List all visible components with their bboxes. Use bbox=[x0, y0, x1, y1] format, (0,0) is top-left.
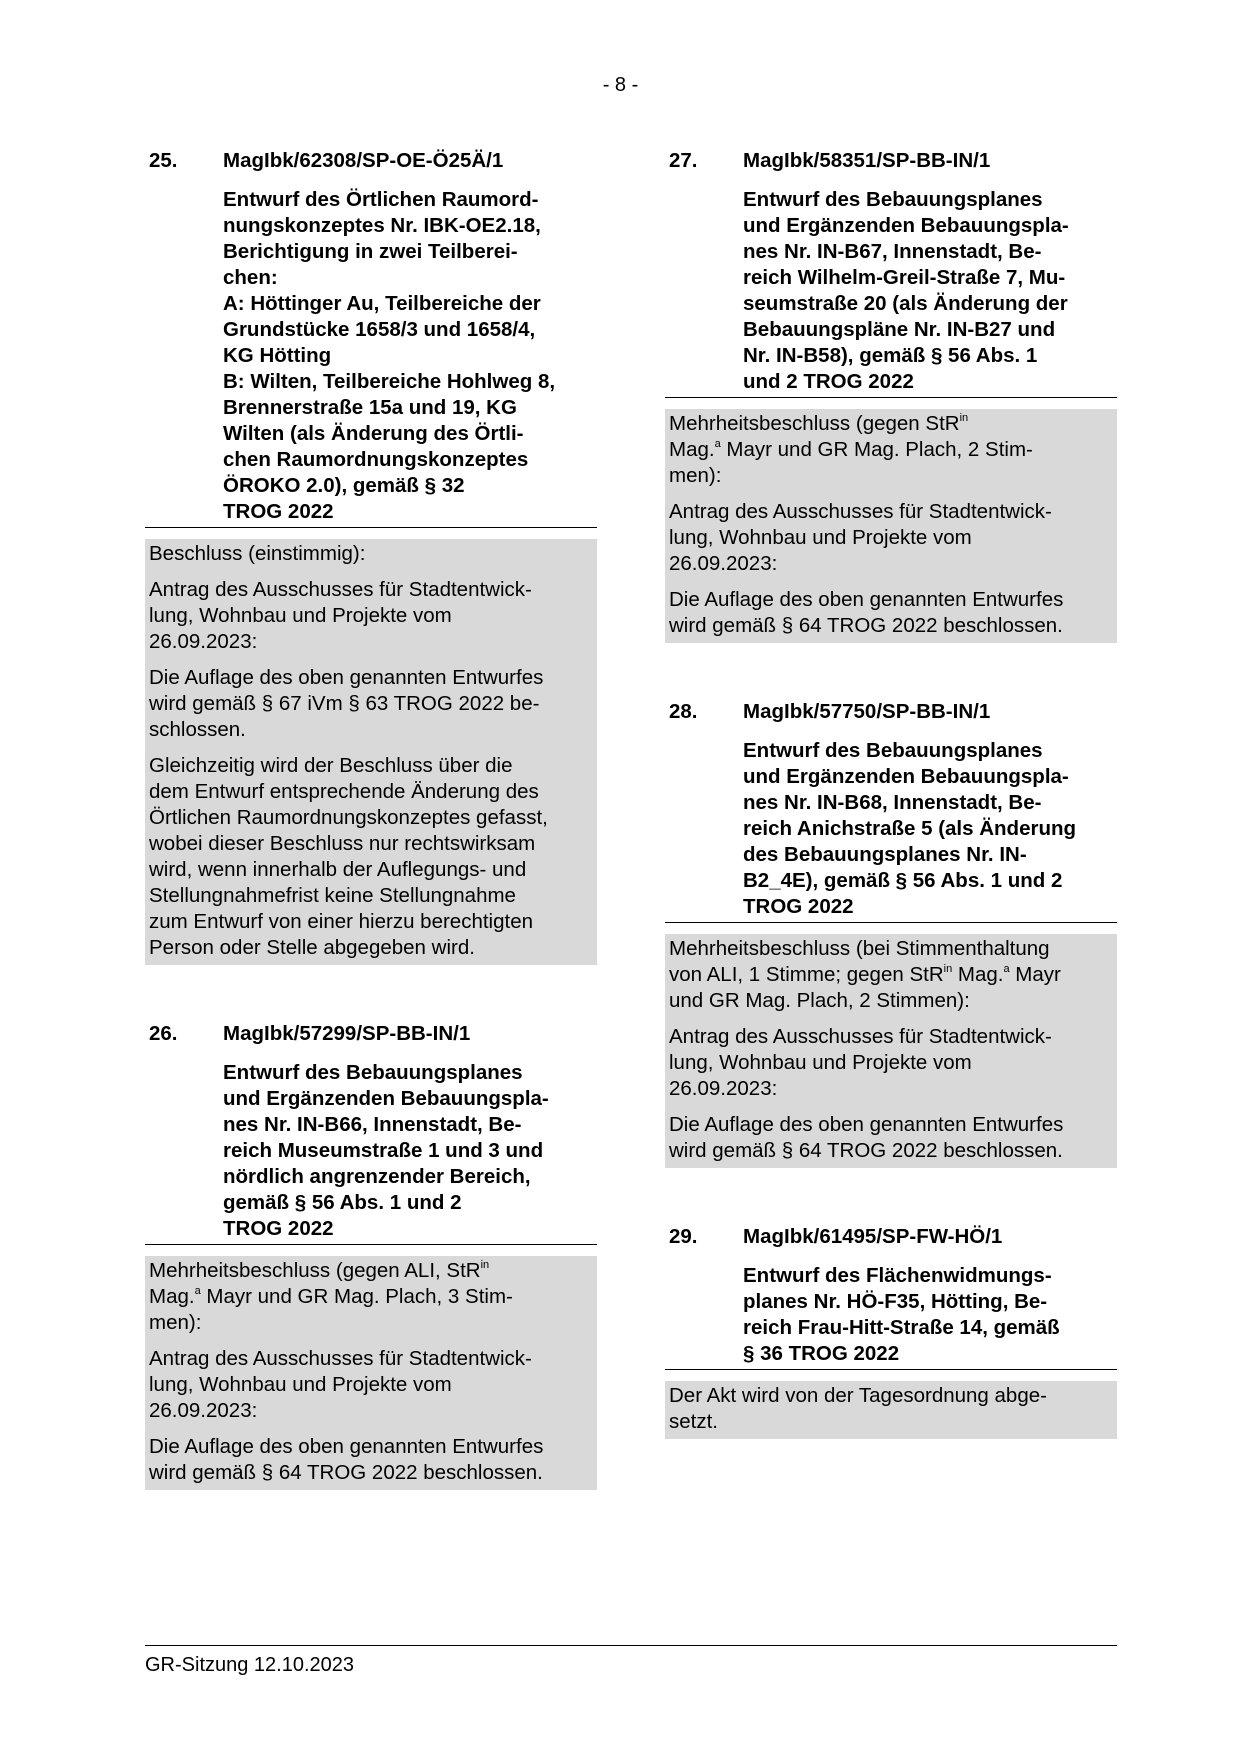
title-line: TROG 2022 bbox=[743, 895, 854, 918]
agenda-item-28 bbox=[665, 699, 1117, 1168]
item-header bbox=[149, 148, 597, 174]
divider bbox=[665, 397, 1117, 398]
decision-heading: Mehrheitsbeschluss (gegen StR$^{in}$ Mag.$^a$ Mayr und GR Mag. Plach, 2 Stim- men): bbox=[669, 412, 1033, 487]
decision-box bbox=[665, 409, 1117, 643]
decision-box bbox=[145, 539, 597, 965]
title-line: reich Frau-Hitt-Straße 14, gemäß bbox=[743, 1316, 1060, 1339]
item-header bbox=[669, 699, 1117, 725]
title-line: nes Nr. IN-B66, Innenstadt, Be- bbox=[223, 1113, 522, 1136]
page-number: - 8 - bbox=[602, 74, 639, 96]
resolution-text: Die Auflage des oben genannten Entwurfes wird gemäß § 64 TROG 2022 beschlossen. bbox=[149, 1435, 544, 1484]
title-line: nördlich angrenzender Bereich, bbox=[223, 1165, 531, 1188]
title-line: nes Nr. IN-B67, Innenstadt, Be- bbox=[743, 240, 1042, 263]
item-title bbox=[223, 187, 597, 525]
motion-text: Antrag des Ausschusses für Stadtentwick- lung, Wohnbau und Projekte vom 26.09.2023: bbox=[669, 1025, 1052, 1100]
title-line: KG Hötting bbox=[223, 344, 332, 367]
title-line: Wilten (als Änderung des Örtli- bbox=[223, 422, 524, 445]
item-number: 27. bbox=[669, 149, 698, 172]
title-line: § 36 TROG 2022 bbox=[743, 1342, 900, 1365]
title-line: gemäß § 56 Abs. 1 und 2 bbox=[223, 1191, 462, 1214]
title-line: und Ergänzenden Bebauungspla- bbox=[743, 214, 1069, 237]
item-title bbox=[743, 1263, 1117, 1367]
title-line: TROG 2022 bbox=[223, 500, 334, 523]
title-line: B2_4E), gemäß § 56 Abs. 1 und 2 bbox=[743, 869, 1063, 892]
title-line: Nr. IN-B58), gemäß § 56 Abs. 1 bbox=[743, 344, 1038, 367]
decision-box bbox=[145, 1256, 597, 1490]
item-title bbox=[743, 187, 1117, 395]
title-line: chen: bbox=[223, 266, 278, 289]
additional-resolution-text: Gleichzeitig wird der Beschluss über die dem Entwurf entsprechende Änderung des Örtlichen Raumordnungskonzeptes gefasst, wobei dieser Beschluss nur rechtswirksam wird, wenn innerhalb der Auflegungs- und Stellungnahmefrist keine Stellungnahme zum Entwurf von einer hierzu berechtigten Person oder Stelle abgegeben wird. bbox=[149, 754, 548, 959]
agenda-item-26 bbox=[145, 1021, 597, 1490]
title-line: reich Anichstraße 5 (als Änderung bbox=[743, 817, 1077, 840]
page-footer: GR-Sitzung 12.10.2023 bbox=[145, 1645, 1117, 1677]
divider bbox=[145, 527, 597, 528]
title-line: Brennerstraße 15a und 19, KG bbox=[223, 396, 517, 419]
item-number: 26. bbox=[149, 1022, 178, 1045]
agenda-item-27 bbox=[665, 148, 1117, 643]
item-number: 25. bbox=[149, 149, 178, 172]
motion-text: Antrag des Ausschusses für Stadtentwick- lung, Wohnbau und Projekte vom 26.09.2023: bbox=[669, 500, 1052, 575]
title-line: und 2 TROG 2022 bbox=[743, 370, 914, 393]
item-header bbox=[669, 1224, 1117, 1250]
decision-box bbox=[665, 1381, 1117, 1439]
title-line: reich Museumstraße 1 und 3 und bbox=[223, 1139, 544, 1162]
resolution-text: Die Auflage des oben genannten Entwurfes wird gemäß § 67 iVm § 63 TROG 2022 be- schlossen. bbox=[149, 666, 544, 741]
decision-heading: Mehrheitsbeschluss (bei Stimmenthaltung von ALI, 1 Stimme; gegen StR$^{in}$ Mag.$^a$ Mayr und GR Mag. Plach, 2 Stimmen): bbox=[669, 937, 1061, 1012]
agenda-item-25 bbox=[145, 148, 597, 965]
item-code: MagIbk/57299/SP-BB-IN/1 bbox=[223, 1022, 471, 1045]
item-code: MagIbk/57750/SP-BB-IN/1 bbox=[743, 700, 991, 723]
item-number: 28. bbox=[669, 700, 698, 723]
title-line: und Ergänzenden Bebauungspla- bbox=[743, 765, 1069, 788]
title-line: Bebauungspläne Nr. IN-B27 und bbox=[743, 318, 1056, 341]
motion-text: Antrag des Ausschusses für Stadtentwick- lung, Wohnbau und Projekte vom 26.09.2023: bbox=[149, 578, 532, 653]
title-line: Grundstücke 1658/3 und 1658/4, bbox=[223, 318, 536, 341]
title-line: Berichtigung in zwei Teilberei- bbox=[223, 240, 518, 263]
item-code: MagIbk/61495/SP-FW-HÖ/1 bbox=[743, 1225, 1003, 1248]
resolution-text: Die Auflage des oben genannten Entwurfes wird gemäß § 64 TROG 2022 beschlossen. bbox=[669, 588, 1064, 637]
title-line: ÖROKO 2.0), gemäß § 32 bbox=[223, 474, 465, 497]
title-line: planes Nr. HÖ-F35, Hötting, Be- bbox=[743, 1290, 1048, 1313]
decision-heading: Mehrheitsbeschluss (gegen ALI, StR$^{in}$ Mag.$^a$ Mayr und GR Mag. Plach, 3 Stim- men): bbox=[149, 1259, 513, 1334]
title-line: des Bebauungsplanes Nr. IN- bbox=[743, 843, 1027, 866]
title-line: TROG 2022 bbox=[223, 1217, 334, 1240]
title-line: chen Raumordnungskonzeptes bbox=[223, 448, 529, 471]
decision-text: Der Akt wird von der Tagesordnung abge- setzt. bbox=[669, 1384, 1047, 1433]
title-line: Entwurf des Örtlichen Raumord- bbox=[223, 188, 539, 211]
item-title bbox=[223, 1060, 597, 1242]
item-header bbox=[669, 148, 1117, 174]
resolution-text: Die Auflage des oben genannten Entwurfes wird gemäß § 64 TROG 2022 beschlossen. bbox=[669, 1113, 1064, 1162]
divider bbox=[145, 1244, 597, 1245]
motion-text: Antrag des Ausschusses für Stadtentwick- lung, Wohnbau und Projekte vom 26.09.2023: bbox=[149, 1347, 532, 1422]
title-line: A: Höttinger Au, Teilbereiche der bbox=[223, 292, 541, 315]
decision-heading: Beschluss (einstimmig): bbox=[149, 542, 366, 565]
divider bbox=[665, 1369, 1117, 1370]
item-header bbox=[149, 1021, 597, 1047]
title-line: und Ergänzenden Bebauungspla- bbox=[223, 1087, 549, 1110]
title-line: B: Wilten, Teilbereiche Hohlweg 8, bbox=[223, 370, 556, 393]
left-column bbox=[145, 148, 597, 1546]
item-code: MagIbk/58351/SP-BB-IN/1 bbox=[743, 149, 991, 172]
title-line: Entwurf des Bebauungsplanes bbox=[743, 188, 1043, 211]
item-title bbox=[743, 738, 1117, 920]
title-line: Entwurf des Bebauungsplanes bbox=[223, 1061, 523, 1084]
title-line: reich Wilhelm-Greil-Straße 7, Mu- bbox=[743, 266, 1066, 289]
divider bbox=[665, 922, 1117, 923]
item-number: 29. bbox=[669, 1225, 698, 1248]
agenda-item-29 bbox=[665, 1224, 1117, 1439]
title-line: Entwurf des Flächenwidmungs- bbox=[743, 1264, 1052, 1287]
title-line: Entwurf des Bebauungsplanes bbox=[743, 739, 1043, 762]
title-line: nungskonzeptes Nr. IBK-OE2.18, bbox=[223, 214, 541, 237]
decision-box bbox=[665, 934, 1117, 1168]
title-line: seumstraße 20 (als Änderung der bbox=[743, 292, 1068, 315]
right-column bbox=[665, 148, 1117, 1495]
title-line: nes Nr. IN-B68, Innenstadt, Be- bbox=[743, 791, 1042, 814]
item-code: MagIbk/62308/SP-OE-Ö25Ä/1 bbox=[223, 149, 504, 172]
